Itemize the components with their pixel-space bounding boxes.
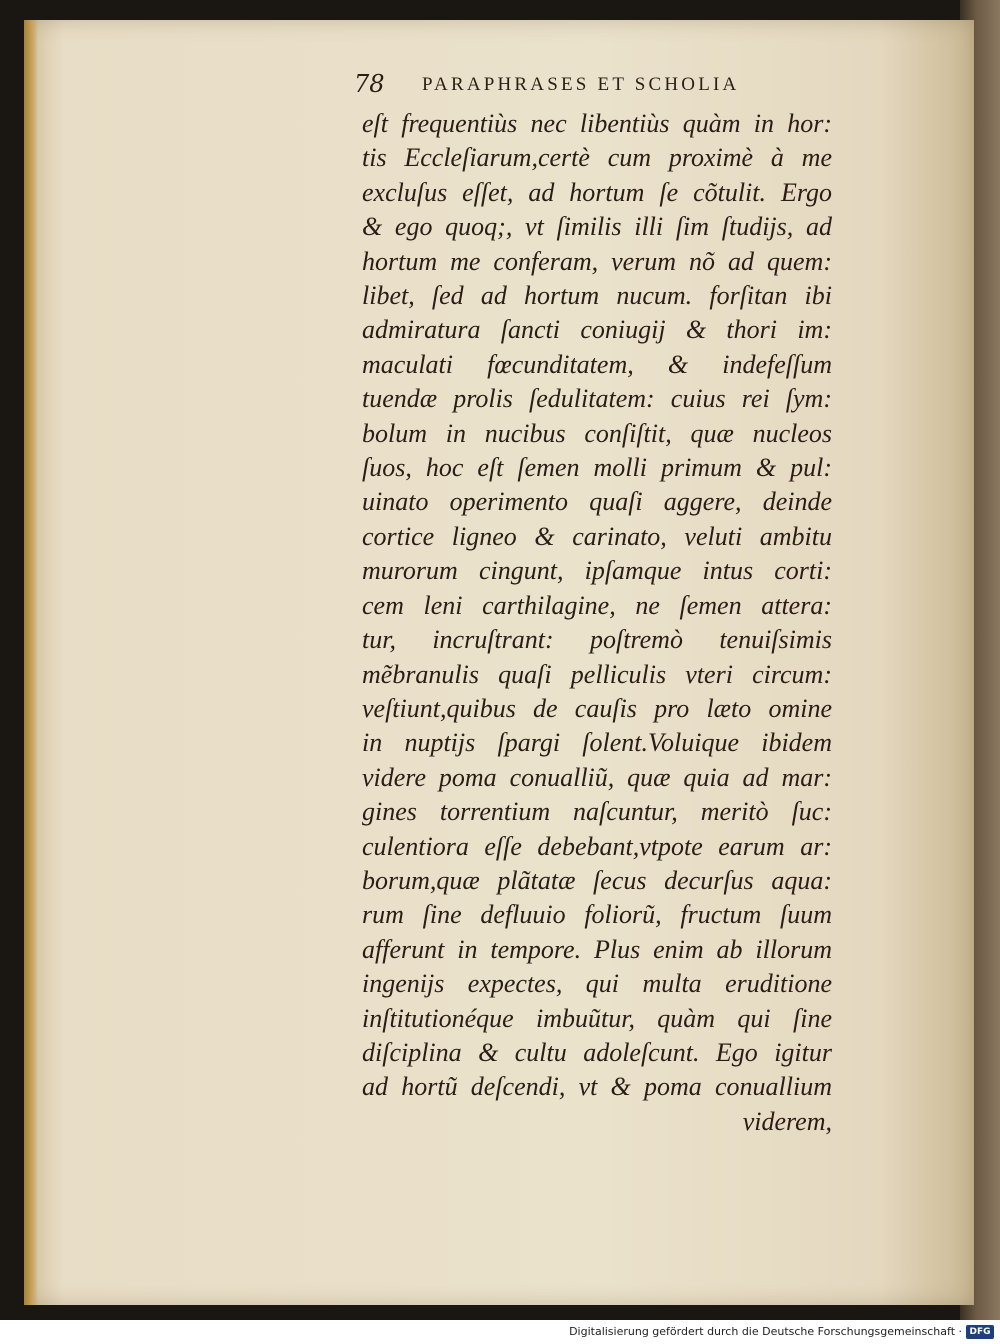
text-line: cortice ligneo & carinato, veluti ambitu [362, 521, 832, 551]
text-line: mẽbranulis quaſi pelliculis vteri circum: [362, 659, 832, 689]
page-number: 78 [354, 70, 385, 98]
text-line: hortum me conferam, verum nõ ad quem: [362, 246, 832, 276]
text-line: ingenijs expectes, qui multa eruditione [362, 969, 832, 999]
text-line: inſtitutionéque imbuũtur, quàm qui ſine [362, 1003, 832, 1033]
running-head: PARAPHRASES ET SCHOLIA [422, 74, 740, 95]
text-line: gines torrentium naſcuntur, meritò ſuc: [362, 797, 832, 827]
text-line: ſuos, hoc eſt ſemen molli primum & pul: [362, 453, 832, 483]
text-line: eſt frequentiùs nec libentiùs quàm in hor: [362, 109, 832, 138]
text-line: rum ſine defluuio foliorũ, fructum ſuum [362, 900, 832, 930]
funding-credit: Digitalisierung gefördert durch die Deutsche Forschungsgemeinschaft · [569, 1325, 962, 1338]
text-line: libet, ſed ad hortum nucum. forſitan ibi [362, 281, 832, 311]
text-line: tuendæ prolis ſedulitatem: cuius rei ſym: [362, 384, 832, 414]
text-line: culentiora eſſe debebant,vtpote earum ar: [362, 831, 832, 861]
text-line: ad hortũ deſcendi, vt & poma conuallium [362, 1072, 832, 1102]
text-line: cem leni carthilagine, ne ſemen attera: [362, 590, 832, 620]
text-line: murorum cingunt, ipſamque intus corti: [362, 556, 832, 586]
text-line: excluſus eſſet, ad hortum ſe cõtulit. Ergo [362, 177, 832, 207]
text-line: videre poma conualliũ, quæ quia ad mar: [362, 762, 832, 792]
text-line: veſtiunt,quibus de cauſis pro læto omine [362, 693, 832, 723]
catchword: viderem, [742, 1106, 832, 1136]
page-header [354, 70, 834, 104]
text-line: uinato operimento quaſi aggere, deinde [362, 487, 832, 517]
dfg-logo-icon: DFG [966, 1325, 994, 1339]
body-text [362, 107, 832, 1139]
text-line: borum,quæ plãtatæ ſecus decurſus aqua: [362, 865, 832, 895]
text-line: maculati fœcunditatem, & indefeſſum [362, 349, 832, 379]
text-line: bolum in nucibus conſiſtit, quæ nucleos [362, 418, 832, 448]
text-line: tis Eccleſiarum,certè cum proximè à me [362, 143, 832, 173]
digitization-footer [0, 1320, 1000, 1344]
text-line: tur, incruſtrant: poſtremò tenuiſsimis [362, 625, 832, 655]
text-line: in nuptijs ſpargi ſolent.Voluique ibidem [362, 728, 832, 758]
text-line: admiratura ſancti coniugij & thori im: [362, 315, 832, 345]
text-line: & ego quoq;, vt ſimilis illi ſim ſtudijs, ad [362, 212, 832, 242]
text-line: afferunt in tempore. Plus enim ab illorum [362, 934, 832, 964]
text-line: diſciplina & cultu adoleſcunt. Ego igitur [362, 1037, 832, 1067]
page-gutter [24, 20, 38, 1305]
